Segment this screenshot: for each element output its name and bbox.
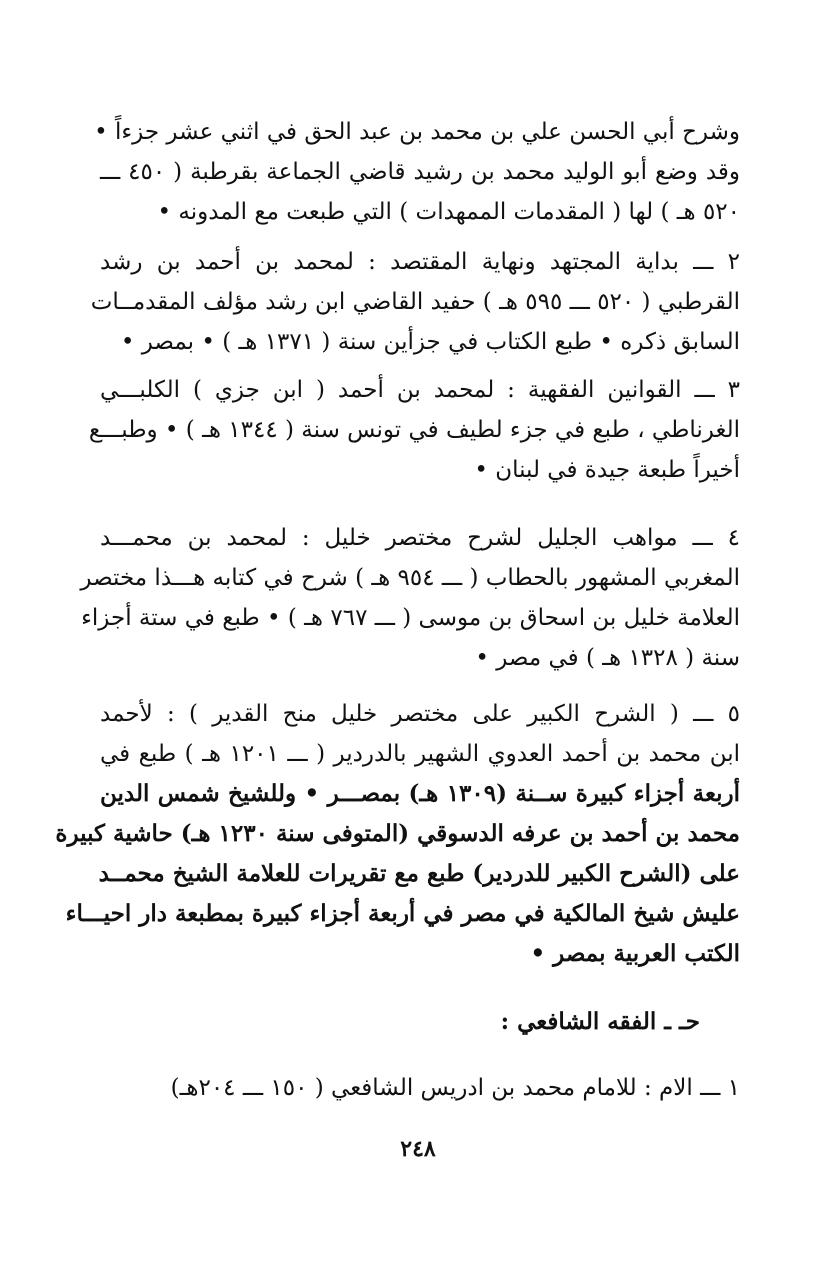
paragraph-item-2 bbox=[90, 242, 740, 362]
text-line: ٣ ـــ القوانين الفقهية : لمحمد بن أحمد ( ابن جزي ) الكلبـــي bbox=[100, 377, 740, 403]
text-line: ٢ ـــ بداية المجتهد ونهاية المقتصد : لمحمد بن أحمد بن رشد bbox=[100, 249, 740, 275]
text-line: المغربي المشهور بالحطاب ( ـــ ٩٥٤ هـ ) شرح في كتابه هـــذا مختصر bbox=[80, 565, 740, 591]
text-line: ٥٢٠ هـ ) لها ( المقدمات الممهدات ) التي طبعت مع المدونه • bbox=[157, 199, 740, 225]
paragraph-shafii-item-1 bbox=[100, 1068, 740, 1108]
text-line: السابق ذكره • طبع الكتاب في جزأين سنة ( ١٣٧١ هـ ) • بمصر • bbox=[120, 329, 740, 355]
text-line: أربعة أجزاء كبيرة ســنة (١٣٠٩ هـ) بمصـــر • وللشيخ شمس الدين bbox=[100, 780, 740, 807]
text-line: أخيراً طبعة جيدة في لبنان • bbox=[474, 457, 740, 483]
text-line: ١ ـــ الام : للامام محمد بن ادريس الشافعي ( ١٥٠ ـــ ٢٠٤هـ) bbox=[170, 1075, 740, 1101]
section-heading: حـ ـ الفقه الشافعي : bbox=[500, 1008, 700, 1035]
text-line: عليش شيخ المالكية في مصر في أربعة أجزاء كبيرة بمطبعة دار احيـــاء bbox=[65, 900, 740, 927]
paragraph-item-3 bbox=[88, 370, 740, 490]
text-line: على (الشرح الكبير للدردير) طبع مع تقريرات للعلامة الشيخ محمــد bbox=[98, 860, 740, 887]
paragraph-item-4 bbox=[80, 518, 740, 678]
text-line: العلامة خليل بن اسحاق بن موسى ( ـــ ٧٦٧ هـ ) • طبع في ستة أجزاء bbox=[81, 605, 740, 631]
text-line: ٤ ـــ مواهب الجليل لشرح مختصر خليل : لمحمد بن محمـــد bbox=[100, 525, 740, 551]
paragraph-intro bbox=[94, 112, 740, 232]
text-line: ٥ ـــ ( الشرح الكبير على مختصر خليل منح القدير ) : لأحمد bbox=[100, 701, 740, 727]
text-line: وقد وضع أبو الوليد محمد بن رشيد قاضي الجماعة بقرطبة ( ٤٥٠ ـــ bbox=[100, 159, 740, 185]
text-line: وشرح أبي الحسن علي بن محمد بن عبد الحق في اثني عشر جزءاً • bbox=[94, 119, 740, 145]
text-line: ابن محمد بن أحمد العدوي الشهير بالدردير ( ـــ ١٢٠١ هـ ) طبع في bbox=[100, 741, 740, 767]
text-line: محمد بن أحمد بن عرفه الدسوقي (المتوفى سنة ١٢٣٠ هـ) حاشية كبيرة bbox=[55, 820, 740, 847]
page-number: ٢٤٨ bbox=[400, 1136, 436, 1162]
text-line: الغرناطي ، طبع في جزء لطيف في تونس سنة ( ١٣٤٤ هـ ) • وطبـــع bbox=[88, 417, 740, 443]
text-line: الكتب العربية بمصر • bbox=[530, 940, 740, 967]
paragraph-item-5 bbox=[55, 694, 740, 974]
text-line: سنة ( ١٣٢٨ هـ ) في مصر • bbox=[475, 645, 740, 671]
text-line: القرطبي ( ٥٢٠ ـــ ٥٩٥ هـ ) حفيد القاضي ابن رشد مؤلف المقدمــات bbox=[90, 289, 740, 315]
